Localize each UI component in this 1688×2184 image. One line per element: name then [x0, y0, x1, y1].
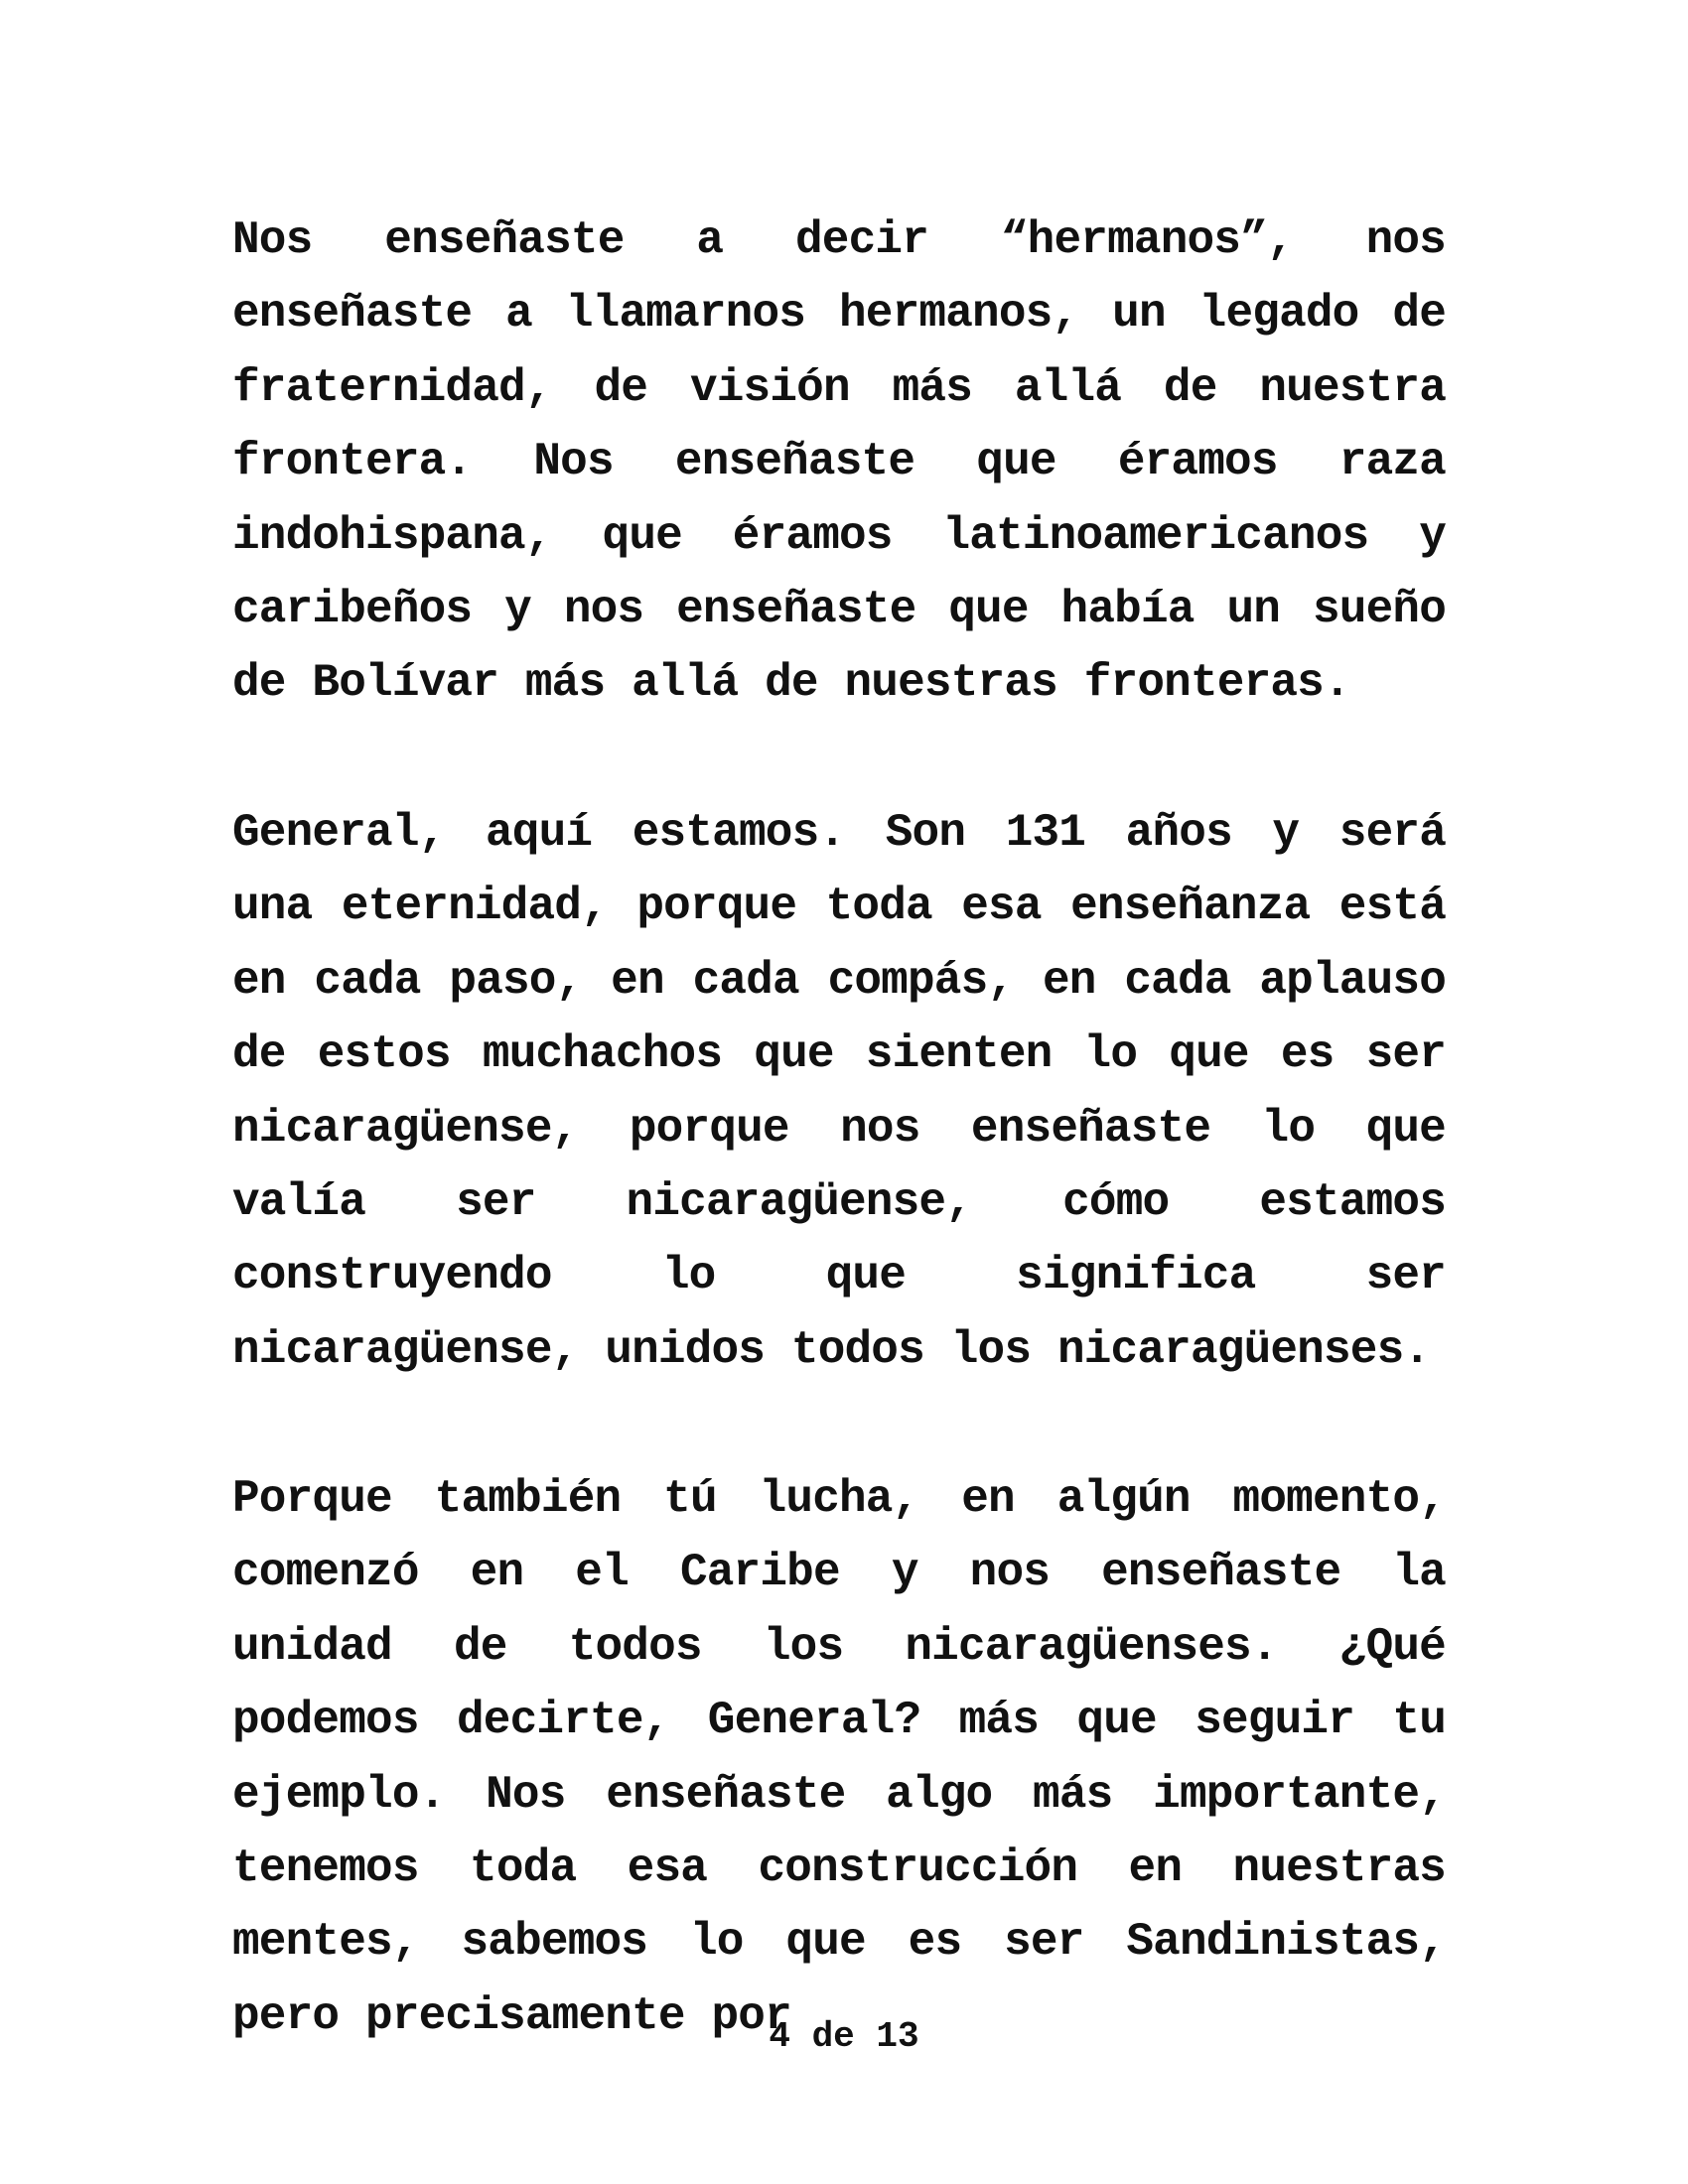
paragraph-3: Porque también tú lucha, en algún momento, comenzó en el Caribe y nos enseñaste la unidad de todos los nicaragüenses. ¿Qué podemos decirte, General? más que seguir tu ejemplo. Nos enseñaste algo más importante, tenemos toda esa construcción en nuestras mentes, sabemos lo que es ser Sandinistas, pero precisamente por [232, 1473, 1446, 2042]
paragraph-1: Nos enseñaste a decir “hermanos”, nos enseñaste a llamarnos hermanos, un legado de fraternidad, de visión más allá de nuestra frontera. Nos enseñaste que éramos raza indohispana, que éramos latinoamericanos y caribeños y nos enseñaste que había un sueño de Bolívar más allá de nuestras fronteras. [232, 214, 1446, 710]
paragraph-2: General, aquí estamos. Son 131 años y será una eternidad, porque toda esa enseñanza está en cada paso, en cada compás, en cada aplauso de estos muchachos que sienten lo que es ser nicaragüense, porque nos enseñaste lo que valía ser nicaragüense, cómo estamos construyendo lo que significa ser nicaragüense, unidos todos los nicaragüenses. [232, 807, 1446, 1376]
page-number: 4 de 13 [769, 2016, 919, 2057]
